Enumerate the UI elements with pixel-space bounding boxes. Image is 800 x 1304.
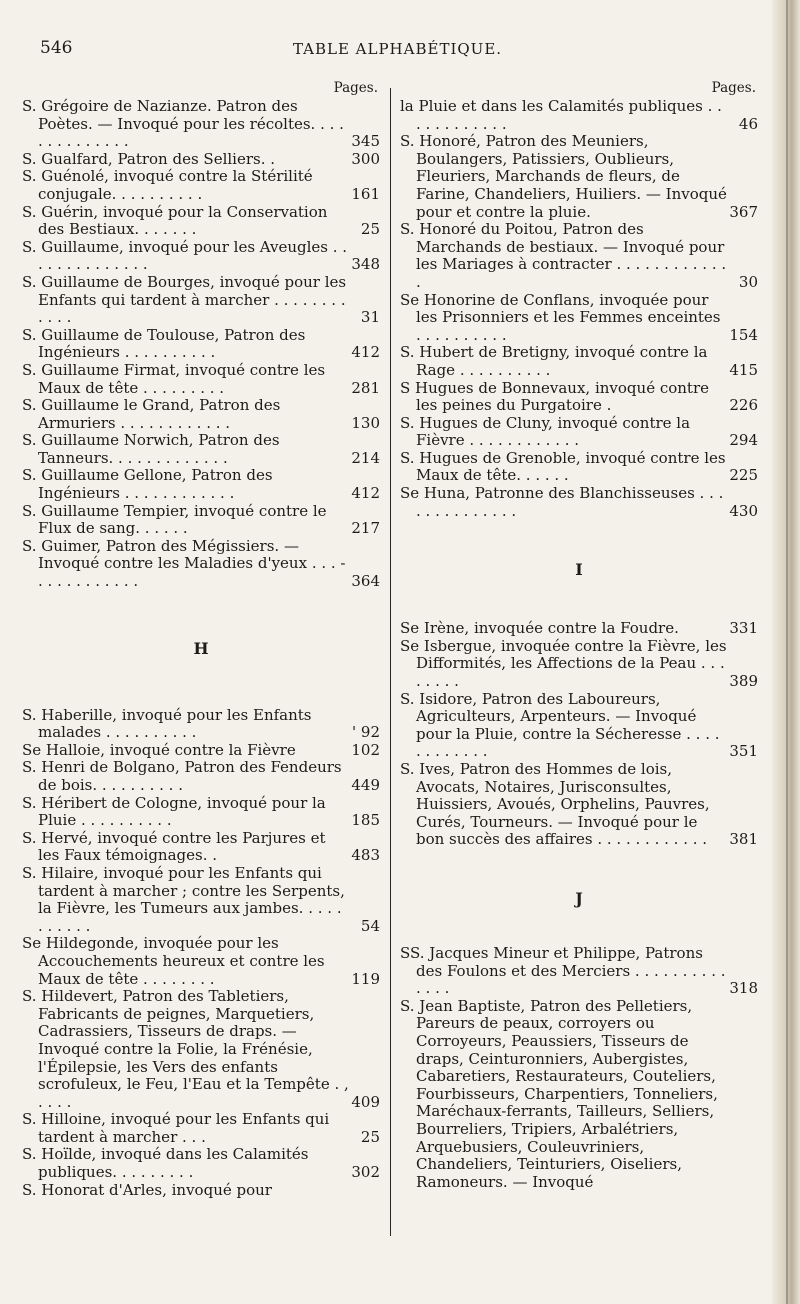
entry-page-number: 225 bbox=[729, 466, 758, 485]
entry-page-number: 54 bbox=[360, 916, 380, 935]
running-title: TABLE ALPHABÉTIQUE. bbox=[292, 40, 503, 58]
entry-page-number: 185 bbox=[351, 811, 380, 830]
index-entry bbox=[400, 415, 758, 450]
left-column bbox=[22, 78, 380, 1199]
entry-page-number: 46 bbox=[738, 114, 758, 133]
index-entry bbox=[400, 485, 758, 520]
entry-page-number: 217 bbox=[351, 519, 380, 538]
index-entry bbox=[400, 292, 758, 345]
entry-text: S. Guimer, Patron des Mégissiers. — Invoqué contre les Maladies d'yeux . . . - . . . . . . . . . . . bbox=[22, 536, 346, 591]
entry-page-number: 351 bbox=[729, 742, 758, 761]
entry-text: S. Guillaume Norwich, Patron des Tanneurs. . . . . . . . . . . . . bbox=[22, 431, 280, 467]
index-entry bbox=[22, 362, 380, 397]
index-entry bbox=[22, 168, 380, 203]
entry-text: S. Hildevert, Patron des Tabletiers, Fabricants de peignes, Marquetiers, Cadrassiers, Tisseurs de draps. — Invoqué contre la Folie, la Frénésie, l'Épilepsie, les Vers des enfants scrofuleux, le Feu, l'Eau et la Tempête . , . . . . bbox=[22, 987, 349, 1111]
entry-text: S. Hubert de Bretigny, invoqué contre la Rage . . . . . . . . . . bbox=[400, 343, 708, 379]
pages-label: Pages. bbox=[333, 80, 378, 96]
entry-page-number: 367 bbox=[729, 202, 758, 221]
entry-page-number: 119 bbox=[351, 969, 380, 988]
index-entry bbox=[22, 467, 380, 502]
entry-page-number: 302 bbox=[351, 1163, 380, 1182]
entry-text: S. Gualfard, Patron des Selliers. . bbox=[22, 149, 276, 168]
index-entry bbox=[400, 380, 758, 415]
entry-text: S. Guérin, invoqué pour la Conservation des Bestiaux. . . . . . . bbox=[22, 202, 328, 239]
index-entry bbox=[22, 795, 380, 830]
entry-page-number: 331 bbox=[729, 619, 758, 638]
entry-text: S. Guillaume Firmat, invoqué contre les Maux de tête . . . . . . . . . bbox=[22, 360, 326, 397]
entry-text: S. Isidore, Patron des Laboureurs, Agriculteurs, Arpenteurs. — Invoqué pour la Pluie, contre la Sécheresse . . . . . . . . . . . . bbox=[400, 689, 720, 761]
entry-text: Se Isbergue, invoquée contre la Fièvre, les Difformités, les Affections de la Peau . . . . . . . . bbox=[400, 636, 727, 691]
section-letter-j: J bbox=[575, 888, 583, 908]
section-letter-i: I bbox=[575, 560, 583, 580]
page-edge-line bbox=[786, 0, 788, 1304]
entry-page-number: 430 bbox=[729, 501, 758, 520]
entry-list-g bbox=[22, 98, 380, 591]
entry-page-number: 381 bbox=[729, 830, 758, 849]
entry-page-number: 409 bbox=[351, 1092, 380, 1111]
index-entry bbox=[22, 865, 380, 935]
index-entry bbox=[400, 450, 758, 485]
index-entry bbox=[22, 432, 380, 467]
entry-text: S. Henri de Bolgano, Patron des Fendeurs de bois. . . . . . . . . . bbox=[22, 758, 342, 794]
column-divider bbox=[390, 88, 391, 1236]
entry-list-i bbox=[400, 620, 758, 849]
entry-text: S. Honoré, Patron des Meuniers, Boulangers, Patissiers, Oublieurs, Fleuriers, Marchands de fleurs, de Farine, Chandeliers, Huiliers. — Invoqué pour et contre la pluie. bbox=[400, 132, 727, 221]
index-entry bbox=[22, 327, 380, 362]
entry-page-number: 154 bbox=[729, 325, 758, 344]
entry-page-number: 214 bbox=[351, 448, 380, 467]
entry-page-number: 300 bbox=[351, 149, 380, 168]
entry-text: Se Hildegonde, invoquée pour les Accouchements heureux et contre les Maux de tête . . . . . . . . bbox=[22, 934, 325, 988]
entry-text: S Hugues de Bonnevaux, invoqué contre les peines du Purgatoire . bbox=[400, 378, 710, 415]
index-entry bbox=[22, 239, 380, 274]
entry-page-number: 226 bbox=[729, 396, 758, 415]
index-entry bbox=[22, 742, 380, 760]
index-entry bbox=[22, 830, 380, 865]
entry-page-number: 30 bbox=[738, 272, 758, 291]
index-entry bbox=[400, 221, 758, 291]
index-entry bbox=[400, 945, 758, 998]
entry-list-h bbox=[22, 707, 380, 1200]
index-entry bbox=[22, 1146, 380, 1181]
entry-text: S. Jean Baptiste, Patron des Pelletiers, Pareurs de peaux, corroyers ou Corroyeurs, Peaussiers, Tisseurs de draps, Ceinturonniers, Aubergistes, Cabaretiers, Restaurateurs, Couteliers, Fourbisseurs, Charpentiers, Tonneliers, Maréchaux-ferrants, Tailleurs, Selliers, Bourreliers, Tripiers, Arbalétriers, Arquebusiers, Couleuvriniers, Chandeliers, Teinturiers, Oiseliers, Ramoneurs. — Invoqué bbox=[400, 996, 718, 1191]
entry-page-number: 415 bbox=[729, 360, 758, 379]
entry-text: SS. Jacques Mineur et Philippe, Patrons des Foulons et des Merciers . . . . . . . . . . . . . . bbox=[400, 943, 726, 998]
entry-text: S. Hugues de Grenoble, invoqué contre les Maux de tête. . . . . . bbox=[400, 448, 726, 485]
entry-text: S. Guillaume, invoqué pour les Aveugles . . . . . . . . . . . . . . bbox=[22, 237, 348, 274]
entry-page-number: 389 bbox=[729, 672, 758, 691]
index-entry bbox=[22, 98, 380, 151]
index-entry bbox=[400, 133, 758, 221]
entry-text: S. Guillaume de Toulouse, Patron des Ingénieurs . . . . . . . . . . bbox=[22, 325, 306, 362]
index-entry bbox=[400, 98, 758, 133]
entry-page-number: 412 bbox=[351, 343, 380, 362]
entry-text: S. Hervé, invoqué contre les Parjures et les Faux témoignages. . bbox=[22, 828, 326, 865]
index-entry bbox=[22, 1111, 380, 1146]
index-entry bbox=[22, 397, 380, 432]
right-column bbox=[400, 78, 758, 1191]
index-entry bbox=[22, 988, 380, 1111]
entry-list-h-cont bbox=[400, 98, 758, 520]
entry-text: S. Hilaire, invoqué pour les Enfants qui tardent à marcher ; contre les Serpents, la Fièvre, les Tumeurs aux jambes. . . . . . . . . . . bbox=[22, 863, 345, 935]
index-entry bbox=[22, 503, 380, 538]
index-entry bbox=[22, 707, 380, 742]
entry-page-number: 102 bbox=[351, 740, 380, 759]
entry-list-j bbox=[400, 945, 758, 1191]
entry-text: la Pluie et dans les Calamités publiques . . . . . . . . . . . . bbox=[400, 97, 722, 133]
entry-page-number: 25 bbox=[360, 220, 380, 239]
page-number: 546 bbox=[40, 38, 73, 58]
entry-text: S. Ives, Patron des Hommes de lois, Avocats, Notaires, Jurisconsultes, Huissiers, Avoués, Orphelins, Pauvres, Curés, Tourneurs. — Invoqué pour le bon succès des affaires . . . . . . . . . . . . bbox=[400, 760, 710, 849]
index-entry bbox=[400, 998, 758, 1192]
index-entry bbox=[22, 935, 380, 988]
entry-page-number: 345 bbox=[351, 132, 380, 151]
entry-text: S. Guénolé, invoqué contre la Stérilité conjugale. . . . . . . . . . bbox=[22, 167, 313, 203]
entry-page-number: 364 bbox=[351, 572, 380, 591]
entry-page-number: 294 bbox=[729, 431, 758, 450]
entry-text: Se Huna, Patronne des Blanchisseuses . . . . . . . . . . . . . . bbox=[400, 484, 724, 520]
index-entry bbox=[400, 620, 758, 638]
entry-text: S. Héribert de Cologne, invoqué pour la Pluie . . . . . . . . . . bbox=[22, 793, 326, 830]
entry-page-number: 130 bbox=[351, 413, 380, 432]
entry-text: S. Honoré du Poitou, Patron des Marchands de bestiaux. — Invoqué pour les Mariages à contracter . . . . . . . . . . . . . bbox=[400, 220, 727, 291]
index-entry bbox=[22, 1182, 380, 1200]
page-header bbox=[40, 38, 755, 62]
entry-text: S. Guillaume Gellone, Patron des Ingénieurs . . . . . . . . . . . . bbox=[22, 466, 273, 503]
index-entry bbox=[400, 344, 758, 379]
pages-label: Pages. bbox=[711, 80, 756, 96]
index-entry bbox=[400, 691, 758, 761]
entry-page-number: 31 bbox=[360, 308, 380, 327]
section-letter-h: H bbox=[193, 638, 209, 658]
index-entry bbox=[22, 274, 380, 327]
entry-text: Se Honorine de Conflans, invoquée pour les Prisonniers et les Femmes enceintes . . . . . . . . . . bbox=[400, 290, 721, 344]
entry-text: S. Hugues de Cluny, invoqué contre la Fièvre . . . . . . . . . . . . bbox=[400, 413, 691, 450]
entry-text: S. Guillaume Tempier, invoqué contre le Flux de sang. . . . . . bbox=[22, 501, 327, 538]
entry-text: S. Hoïlde, invoqué dans les Calamités publiques. . . . . . . . . bbox=[22, 1145, 309, 1182]
entry-page-number: 483 bbox=[351, 846, 380, 865]
entry-page-number: 161 bbox=[351, 184, 380, 203]
index-entry bbox=[22, 204, 380, 239]
entry-page-number: 25 bbox=[360, 1127, 380, 1146]
entry-text: S. Honorat d'Arles, invoqué pour bbox=[22, 1180, 272, 1199]
entry-text: Se Irène, invoquée contre la Foudre. bbox=[400, 619, 679, 638]
entry-text: S. Guillaume le Grand, Patron des Armuriers . . . . . . . . . . . . bbox=[22, 396, 281, 432]
entry-text: Se Halloie, invoqué contre la Fièvre bbox=[22, 740, 296, 759]
entry-text: S. Haberille, invoqué pour les Enfants malades . . . . . . . . . . bbox=[22, 705, 312, 742]
index-entry bbox=[22, 151, 380, 169]
entry-page-number: ' 92 bbox=[352, 723, 380, 742]
index-entry bbox=[22, 759, 380, 794]
entry-page-number: 412 bbox=[351, 484, 380, 503]
index-entry bbox=[400, 761, 758, 849]
entry-page-number: 449 bbox=[351, 776, 380, 794]
entry-text: S. Guillaume de Bourges, invoqué pour les Enfants qui tardent à marcher . . . . . . . . . . . . bbox=[22, 272, 347, 327]
index-entry bbox=[22, 538, 380, 591]
entry-page-number: 348 bbox=[351, 255, 380, 274]
entry-text: S. Grégoire de Nazianze. Patron des Poètes. — Invoqué pour les récoltes. . . . . . . . . . . . . . bbox=[22, 97, 344, 151]
entry-page-number: 318 bbox=[729, 979, 758, 998]
entry-text: S. Hilloine, invoqué pour les Enfants qui tardent à marcher . . . bbox=[22, 1110, 330, 1146]
entry-page-number: 281 bbox=[351, 378, 380, 397]
index-entry bbox=[400, 638, 758, 691]
